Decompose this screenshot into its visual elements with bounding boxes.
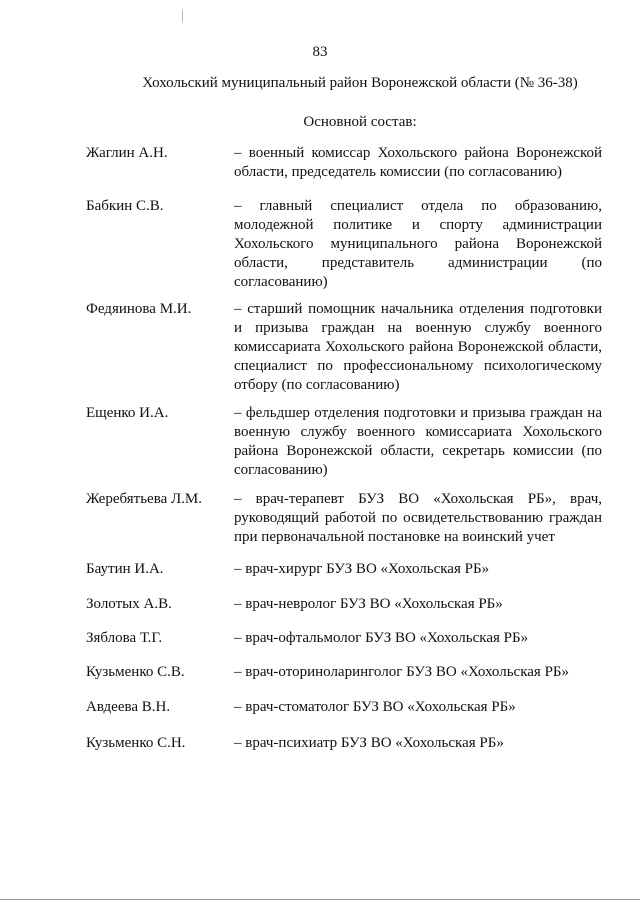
member-role: – врач-стоматолог БУЗ ВО «Хохольская РБ»	[234, 699, 516, 715]
member-name: Жеребятьева Л.М.	[86, 491, 203, 507]
member-name: Жаглин А.Н.	[86, 145, 168, 161]
section-subtitle: Основной состав:	[303, 114, 417, 130]
page-number: 83	[312, 44, 328, 60]
member-role: – врач-офтальмолог БУЗ ВО «Хохольская РБ»	[234, 630, 529, 646]
member-name: Кузьменко С.В.	[86, 664, 185, 680]
scan-mark	[182, 10, 183, 22]
member-name: Баутин И.А.	[86, 561, 164, 577]
member-role: – военный комиссар Хохольского района Воронежской области, председатель комиссии (по согласованию)	[234, 145, 602, 180]
bottom-rule	[0, 899, 640, 900]
member-name: Авдеева В.Н.	[86, 699, 171, 715]
member-name: Кузьменко С.Н.	[86, 735, 186, 751]
member-role: – врач-невролог БУЗ ВО «Хохольская РБ»	[234, 596, 503, 612]
member-role: – врач-хирург БУЗ ВО «Хохольская РБ»	[234, 561, 490, 577]
member-name: Бабкин С.В.	[86, 198, 164, 214]
member-role: – фельдшер отделения подготовки и призыва граждан на военную службу военного комиссариата Хохольского района Воронежской области, секретарь комиссии (по согласованию)	[234, 405, 602, 478]
member-name: Федяинова М.И.	[86, 301, 192, 317]
member-role: – врач-терапевт БУЗ ВО «Хохольская РБ», врач, руководящий работой по освидетельствованию граждан при первоначальной постановке на воинский учет	[234, 491, 602, 545]
document-title: Хохольский муниципальный район Воронежской области (№ 36-38)	[142, 75, 578, 91]
member-role: – главный специалист отдела по образованию, молодежной политике и спорту администрации Хохольского муниципального района Воронежской области, представитель администрации (по согласованию)	[234, 198, 602, 290]
member-role: – врач-психиатр БУЗ ВО «Хохольская РБ»	[234, 735, 504, 751]
member-name: Золотых А.В.	[86, 596, 172, 612]
member-name: Ещенко И.А.	[86, 405, 169, 421]
member-role: – врач-оториноларинголог БУЗ ВО «Хохольская РБ»	[234, 664, 570, 680]
member-name: Зяблова Т.Г.	[86, 630, 163, 646]
member-role: – старший помощник начальника отделения подготовки и призыва граждан на военную службу военного комиссариата Хохольского района Воронежской области, специалист по профессиональному психологическому отбору (по согласованию)	[234, 301, 602, 393]
